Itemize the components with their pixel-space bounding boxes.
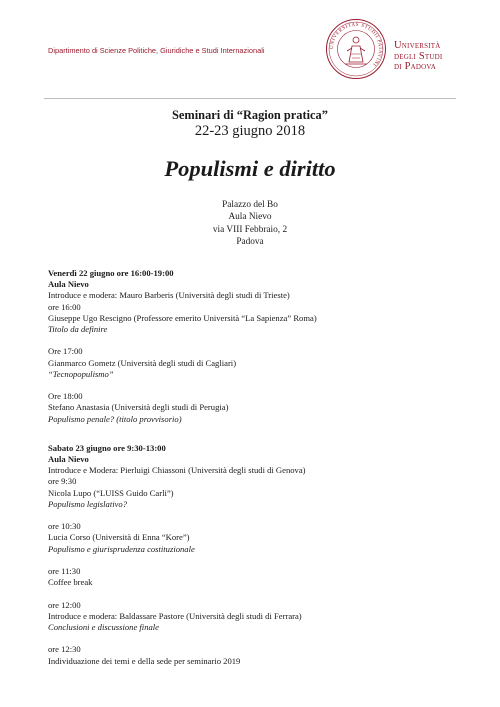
day1-moderator: Introduce e modera: Mauro Barberis (Università degli studi di Trieste) — [48, 290, 290, 301]
session-time: ore 10:30 — [48, 521, 81, 532]
venue-block — [0, 199, 500, 249]
venue-line: Padova — [236, 237, 264, 248]
session-time: Ore 18:00 — [48, 391, 83, 402]
page-header — [0, 0, 500, 100]
speaker: Stefano Anastasia (Università degli studi di Perugia) — [48, 402, 229, 413]
session-time: ore 12:30 — [48, 644, 81, 655]
closing-item: Individuazione dei temi e della sede per seminario 2019 — [48, 655, 241, 666]
speaker: Lucia Corso (Università di Enna “Kore”) — [48, 532, 190, 543]
day2-moderator: Introduce e Modera: Pierluigi Chiassoni (Università degli studi di Genova) — [48, 465, 306, 476]
university-name — [394, 41, 442, 73]
speaker: Nicola Lupo (“LUISS Guido Carli”) — [48, 487, 174, 498]
venue-line: Palazzo del Bo — [222, 200, 278, 210]
break-item: Coffee break — [48, 577, 93, 588]
venue-line: Aula Nievo — [228, 212, 272, 223]
seal-text: UNIVERSITAS STUDII PATAVINI — [329, 22, 383, 67]
programme — [48, 268, 468, 667]
speaker: Gianmarco Gometz (Università degli studi di Cagliari) — [48, 357, 237, 368]
event-title: Populismi e diritto — [164, 156, 336, 181]
talk-title: Populismo e giurisprudenza costituzionale — [48, 543, 195, 554]
talk-title: Populismo legislativo? — [48, 498, 128, 509]
session-time: ore 12:00 — [48, 599, 81, 610]
venue-line: via VIII Febbraio, 2 — [212, 224, 288, 235]
event-dates: 22-23 giugno 2018 — [194, 123, 306, 139]
department-name: Dipartimento di Scienze Politiche, Giuridiche e Studi Internazionali — [48, 46, 265, 55]
session-time: ore 11:30 — [48, 566, 81, 577]
session-time: ore 16:00 — [48, 301, 81, 312]
speaker: Giuseppe Ugo Rescigno (Professore emerito Università “La Sapienza” Roma) — [48, 312, 317, 323]
closing-moderator: Introduce e moderа: Baldassare Pastore (Università degli studi di Ferrara) — [48, 610, 302, 621]
talk-title: Conclusioni e discussione finale — [48, 622, 159, 633]
university-line-2: degli Studi — [394, 50, 443, 62]
seminar-series: Seminari di “Ragion pratica” — [172, 108, 328, 122]
session-time: ore 9:30 — [48, 476, 77, 487]
talk-title: Populismo penale? (titolo provvisorio) — [48, 413, 182, 424]
university-line-1: Università — [394, 40, 441, 51]
talk-title: “Tecnopopulismo” — [48, 368, 114, 379]
day2-heading: Sabato 23 giugno ore 9:30-13:00 — [48, 442, 166, 453]
day1-heading: Venerdì 22 giugno ore 16:00-19:00 — [48, 268, 174, 278]
day1-room: Aula Nievo — [48, 279, 89, 290]
talk-title: Titolo da definire — [48, 324, 108, 335]
university-seal-icon — [325, 18, 387, 80]
session-time: Ore 17:00 — [48, 346, 83, 357]
university-line-3: di Padova — [394, 61, 437, 73]
header-divider — [44, 98, 456, 99]
day2-room: Aula Nievo — [48, 454, 89, 465]
